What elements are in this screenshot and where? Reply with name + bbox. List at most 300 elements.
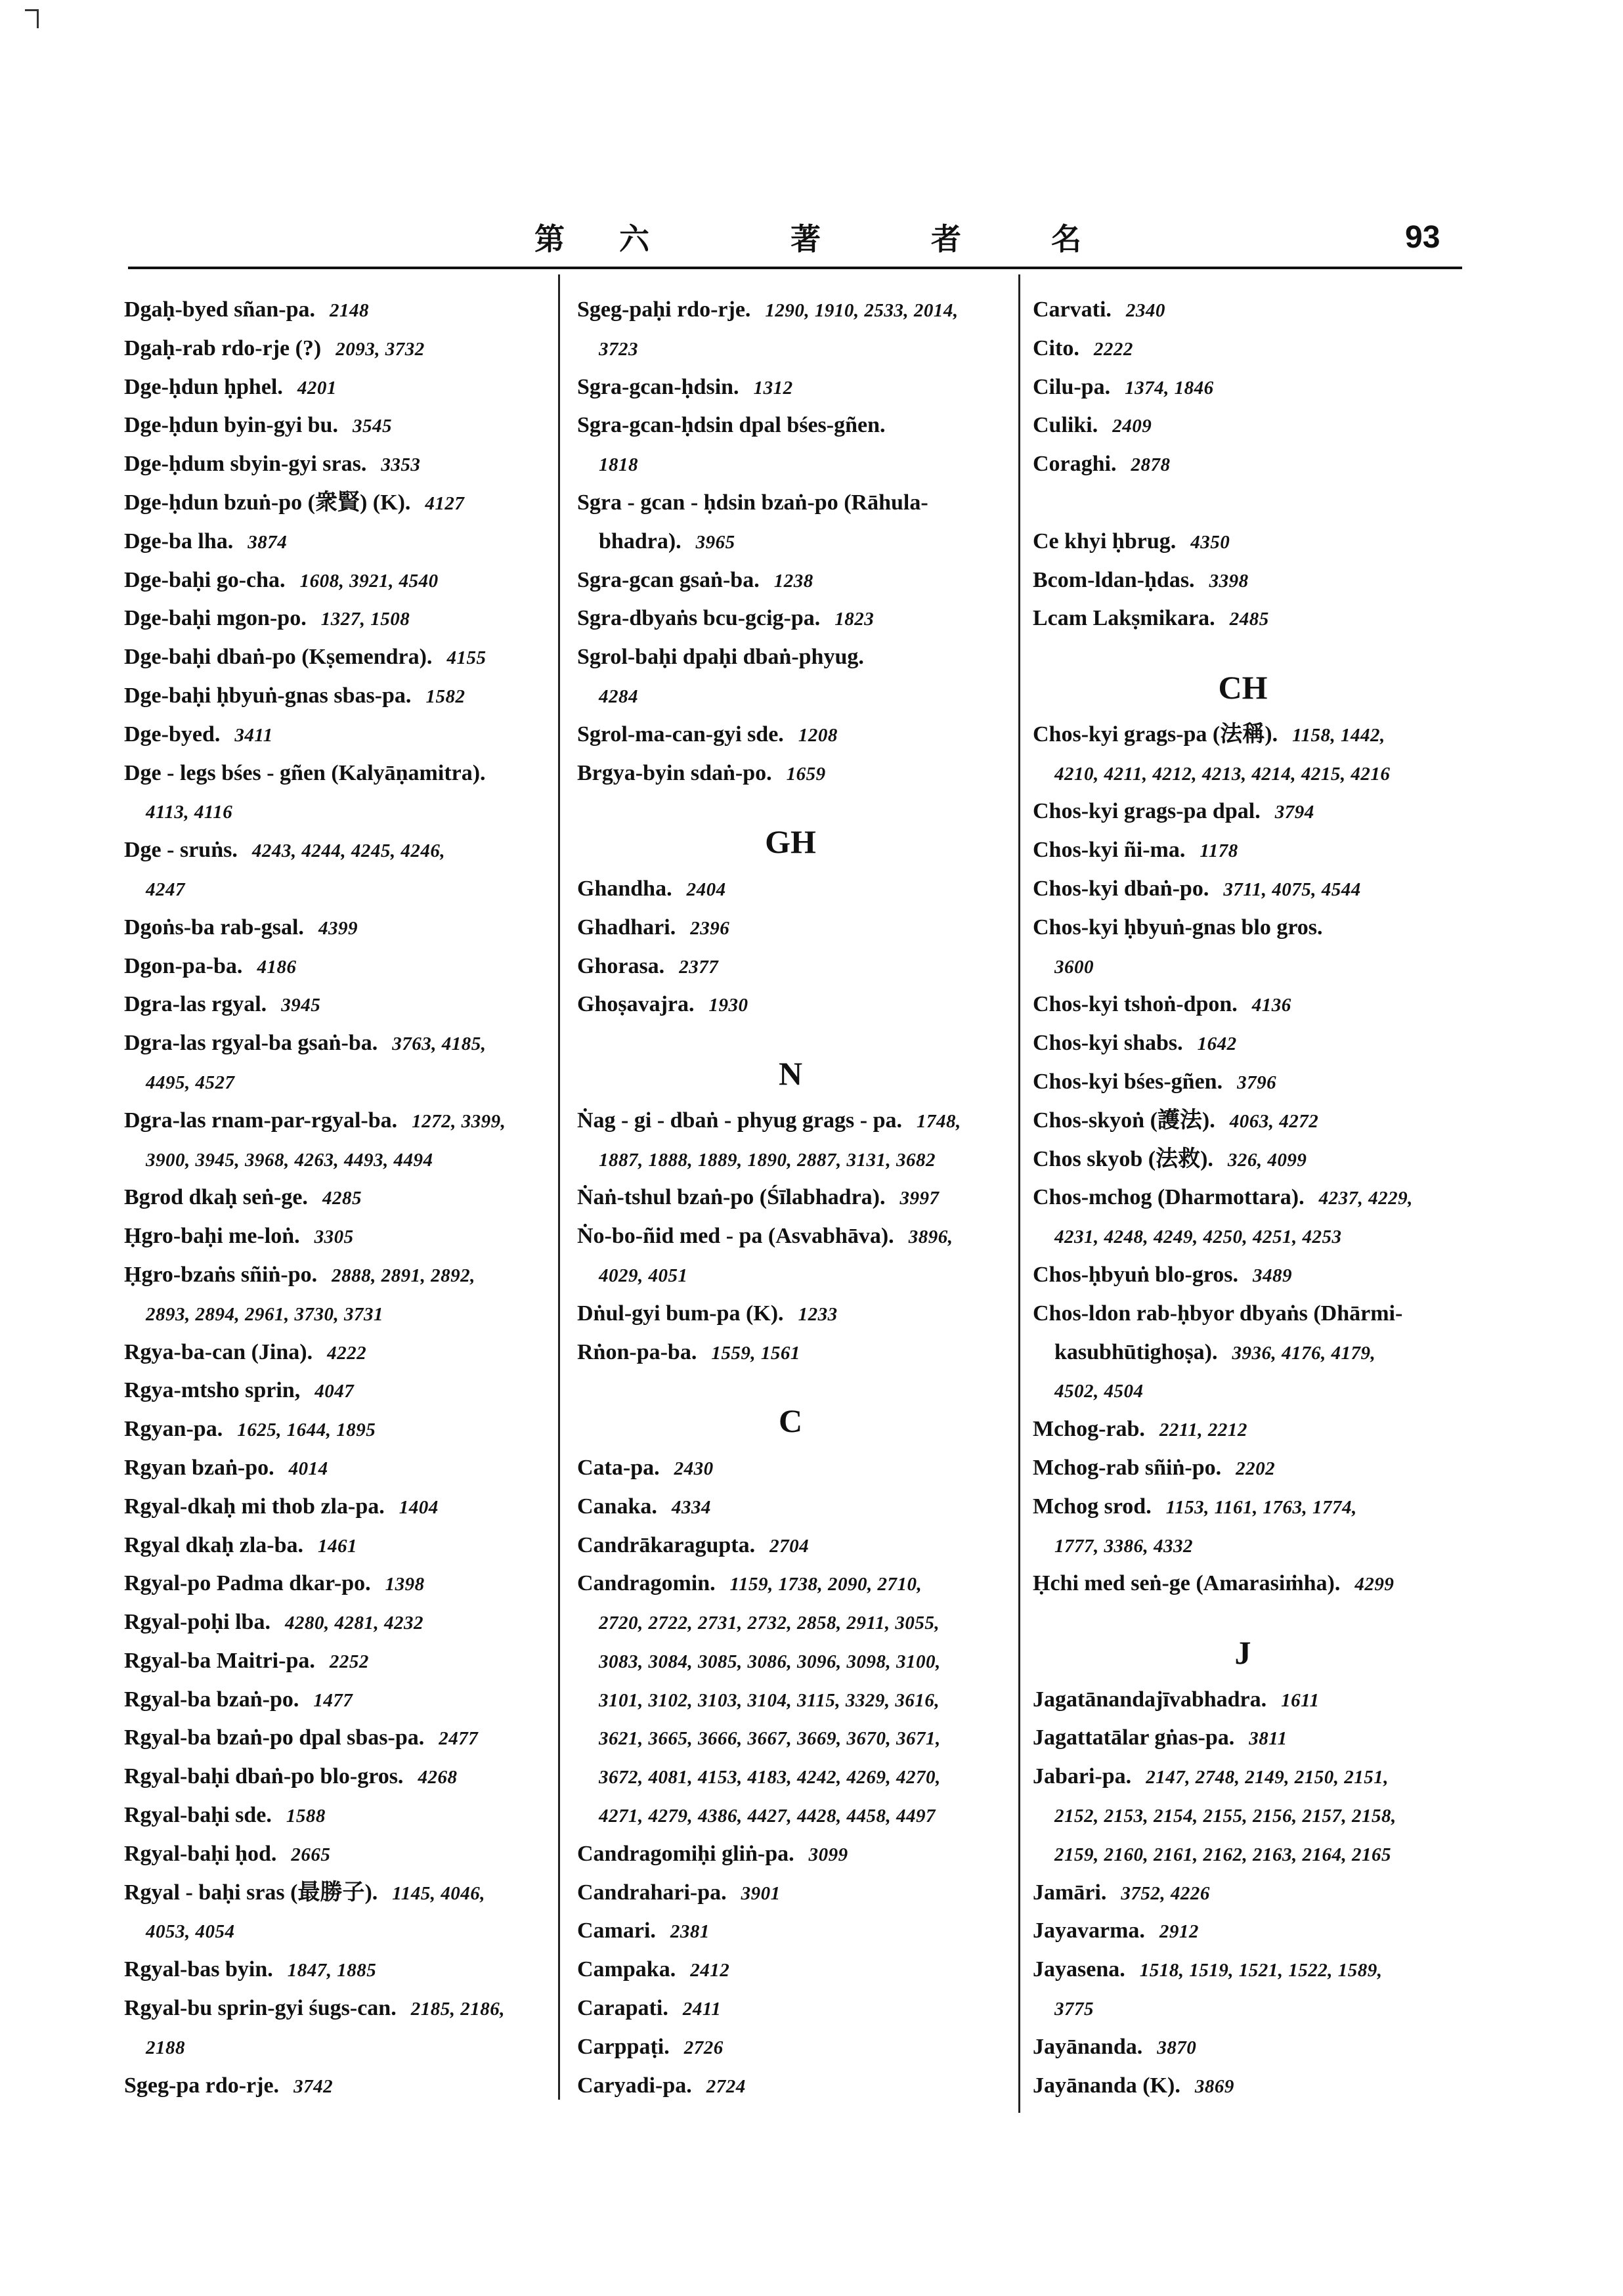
author-name: Rgyal-baḥi sde. <box>124 1803 272 1828</box>
reference-numbers: 3794 <box>1274 802 1314 823</box>
entry-line <box>124 1874 544 1913</box>
author-name: Chos-kyi grags-pa dpal. <box>1033 799 1261 824</box>
index-entry <box>1033 831 1453 870</box>
entry-line <box>1033 716 1453 754</box>
entry-line <box>1033 1681 1453 1720</box>
index-entry <box>124 1333 544 1372</box>
entry-line <box>124 1488 544 1527</box>
index-column-2 <box>577 291 1004 2105</box>
index-entry <box>577 638 1004 716</box>
author-name: Ṅo-bo-ñid med - pa (Asvabhāva). <box>577 1224 894 1249</box>
index-entry <box>577 1179 1004 1217</box>
index-entry <box>124 831 544 909</box>
reference-numbers: 1374, 1846 <box>1125 377 1214 399</box>
reference-numbers: 3398 <box>1209 570 1249 592</box>
index-entry <box>577 986 1004 1024</box>
reference-numbers: 1233 <box>798 1303 838 1325</box>
author-name: Jabari-pa. <box>1033 1764 1132 1789</box>
reference-numbers: 4284 <box>599 685 638 707</box>
entry-continuation <box>1033 1989 1453 2028</box>
entry-line <box>1033 1140 1453 1179</box>
index-entry <box>577 368 1004 407</box>
index-entry <box>577 1488 1004 1527</box>
entry-line <box>577 1527 1004 1565</box>
reference-numbers: 4186 <box>257 956 297 978</box>
entry-continuation <box>577 330 1004 368</box>
index-entry <box>124 561 544 600</box>
index-entry <box>124 1565 544 1603</box>
entry-line <box>124 523 544 561</box>
author-name: Ghorasa. <box>577 953 665 978</box>
author-name: Cata-pa. <box>577 1455 660 1480</box>
reference-numbers: 1847, 1885 <box>287 1960 377 1982</box>
reference-numbers: 4210, 4211, 4212, 4213, 4214, 4215, 4216 <box>1054 763 1391 785</box>
author-name: Rgyal-ba Maitri-pa. <box>124 1648 315 1673</box>
index-entry <box>124 330 544 368</box>
entry-line <box>124 1333 544 1372</box>
author-name: Caryadi-pa. <box>577 2073 692 2098</box>
entry-continuation <box>124 1912 544 1951</box>
reference-numbers: 3936, 4176, 4179, <box>1232 1342 1376 1364</box>
author-name: Sgrol-baḥi dpaḥi dbaṅ-phyug. <box>577 645 864 670</box>
entry-line <box>124 1256 544 1295</box>
index-entry <box>124 1951 544 1989</box>
entry-line <box>1033 1874 1453 1913</box>
entry-line <box>1033 831 1453 870</box>
entry-line <box>124 1410 544 1449</box>
reference-numbers: 1748, <box>916 1110 961 1132</box>
index-entry <box>124 445 544 484</box>
entry-continuation <box>577 1603 1004 1642</box>
author-name: Candrākaragupta. <box>577 1532 756 1557</box>
index-entry <box>1033 1758 1453 1873</box>
entry-line <box>1033 1565 1453 1603</box>
author-name: Dge-ba lha. <box>124 529 234 553</box>
entry-continuation <box>577 1642 1004 1681</box>
entry-line <box>577 406 1004 445</box>
index-entry <box>124 599 544 638</box>
reference-numbers: 3870 <box>1157 2037 1197 2058</box>
entry-line <box>577 2067 1004 2106</box>
reference-numbers: 2888, 2891, 2892, <box>332 1265 475 1286</box>
author-name: Sgrol-ma-can-gyi sde. <box>577 722 784 747</box>
reference-numbers: 1659 <box>786 763 826 785</box>
header-char: 名 <box>1051 221 1081 257</box>
index-entry <box>124 1719 544 1758</box>
reference-numbers: 1582 <box>425 685 465 707</box>
reference-numbers: 2377 <box>679 956 719 978</box>
index-entry <box>1033 599 1453 638</box>
index-entry <box>1033 1140 1453 1179</box>
author-name: Jayānanda (K). <box>1033 2073 1180 2098</box>
reference-numbers: 3775 <box>1054 1999 1094 2020</box>
index-entry <box>1033 445 1453 484</box>
entry-line <box>1033 368 1453 407</box>
entry-line <box>124 561 544 600</box>
index-entry <box>577 1912 1004 1951</box>
reference-numbers: 3896, <box>908 1226 953 1248</box>
entry-line <box>577 638 1004 677</box>
index-entry <box>577 561 1004 600</box>
reference-numbers: 3723 <box>599 338 638 360</box>
reference-numbers: 1404 <box>399 1496 439 1518</box>
reference-numbers: 3742 <box>293 2075 334 2097</box>
index-entry <box>124 909 544 947</box>
reference-numbers: 3305 <box>314 1226 354 1248</box>
reference-numbers: 1145, 4046, <box>392 1882 485 1904</box>
index-entry <box>124 1488 544 1527</box>
index-entry <box>124 1102 544 1179</box>
index-entry <box>124 291 544 330</box>
author-name: Sgra-dbyaṅs bcu-gcig-pa. <box>577 606 821 631</box>
author-name: Sgeg-pa rdo-rje. <box>124 2073 280 2098</box>
author-name: Dgra-las rnam-par-rgyal-ba. <box>124 1108 398 1133</box>
reference-numbers: 1625, 1644, 1895 <box>237 1419 376 1441</box>
index-entry <box>1033 1102 1453 1140</box>
entry-continuation <box>124 1295 544 1333</box>
index-entry <box>577 2067 1004 2106</box>
author-name: Rgyan bzaṅ-po. <box>124 1455 274 1480</box>
index-entry <box>1033 368 1453 407</box>
reference-numbers: 2412 <box>690 1960 730 1982</box>
index-entry <box>1033 1295 1453 1410</box>
author-name: Rgyal-ba bzaṅ-po dpal sbas-pa. <box>124 1725 425 1750</box>
entry-continuation <box>577 1140 1004 1179</box>
reference-numbers: 2188 <box>146 2037 185 2058</box>
author-name: Brgya-byin sdaṅ-po. <box>577 760 772 785</box>
reference-numbers: 1887, 1888, 1889, 1890, 2887, 3131, 3682 <box>599 1149 936 1171</box>
reference-numbers: 3945 <box>281 995 321 1016</box>
reference-numbers: 2148 <box>329 300 369 321</box>
author-name: Canaka. <box>577 1494 657 1519</box>
author-name: Ṅaṅ-tshul bzaṅ-po (Śīlabhadra). <box>577 1185 886 1210</box>
author-name: Camari. <box>577 1918 656 1943</box>
index-entry <box>577 1989 1004 2028</box>
index-entry <box>577 1565 1004 1835</box>
reference-numbers: 3099 <box>808 1844 848 1865</box>
reference-numbers: 1611 <box>1281 1689 1320 1711</box>
reference-numbers: 326, 4099 <box>1227 1149 1307 1171</box>
author-name: Chos-kyi tshoṅ-dpon. <box>1033 992 1238 1017</box>
reference-numbers: 4334 <box>671 1496 711 1518</box>
entry-line <box>577 1565 1004 1603</box>
reference-numbers: 3083, 3084, 3085, 3086, 3096, 3098, 3100, <box>599 1651 941 1672</box>
reference-numbers: 1823 <box>834 609 875 630</box>
reference-numbers: 1159, 1738, 2090, 2710, <box>729 1574 922 1595</box>
entry-line <box>124 909 544 947</box>
author-name: Dge-baḥi go-cha. <box>124 567 286 592</box>
reference-numbers: 2485 <box>1229 609 1269 630</box>
reference-numbers: 4285 <box>322 1188 362 1209</box>
reference-numbers: 3711, 4075, 4544 <box>1223 878 1361 900</box>
reference-numbers: 1272, 3399, <box>412 1110 506 1132</box>
author-name: Mchog-rab. <box>1033 1417 1145 1442</box>
entry-line <box>124 2067 544 2106</box>
author-name: Ḥchi med seṅ-ge (Amarasiṁha). <box>1033 1571 1341 1596</box>
entry-line <box>1033 330 1453 368</box>
author-name: Sgra-gcan gsaṅ-ba. <box>577 567 760 592</box>
author-name: Cilu-pa. <box>1033 374 1111 399</box>
author-name: Chos-kyi dbaṅ-po. <box>1033 876 1209 901</box>
entry-continuation <box>1033 1333 1453 1372</box>
author-name: Dgra-las rgyal-ba gsaṅ-ba. <box>124 1031 378 1056</box>
entry-continuation <box>1033 1372 1453 1410</box>
entry-line <box>577 870 1004 909</box>
reference-numbers: 3997 <box>899 1188 940 1209</box>
author-name: Dṅul-gyi bum-pa (K). <box>577 1301 784 1326</box>
reference-numbers: 1518, 1519, 1521, 1522, 1589, <box>1139 1960 1383 1982</box>
entry-line <box>1033 986 1453 1024</box>
reference-numbers: 2093, 3732 <box>335 338 425 360</box>
entry-continuation <box>124 2028 544 2067</box>
entry-continuation <box>1033 1527 1453 1565</box>
entry-continuation <box>577 1719 1004 1758</box>
author-name: Rgyal-poḥi lba. <box>124 1610 270 1635</box>
index-entry <box>577 1449 1004 1488</box>
entry-line <box>124 1024 544 1063</box>
entry-line <box>1033 1912 1453 1951</box>
entry-line <box>577 909 1004 947</box>
author-name: Dgon-pa-ba. <box>124 953 243 978</box>
section-heading: N <box>778 1055 803 1093</box>
reference-numbers: 4502, 4504 <box>1054 1381 1144 1402</box>
author-name: Rgyal - baḥi sras (最勝子). <box>124 1880 378 1905</box>
entry-line <box>124 406 544 445</box>
author-name: Candrahari-pa. <box>577 1880 727 1905</box>
reference-numbers: 1178 <box>1200 840 1238 862</box>
index-entry <box>577 1295 1004 1333</box>
reference-numbers: 3411 <box>234 724 273 746</box>
index-entry <box>577 1527 1004 1565</box>
index-entry <box>124 1527 544 1565</box>
author-name: Jamāri. <box>1033 1880 1107 1905</box>
entry-line <box>1033 2067 1453 2106</box>
author-name: Rgya-ba-can (Jina). <box>124 1339 313 1364</box>
author-name: Bcom-ldan-ḥdas. <box>1033 567 1195 592</box>
entry-line <box>124 368 544 407</box>
index-entry <box>1033 291 1453 330</box>
author-name: Chos-ldon rab-ḥbyor dbyaṅs (Dhārmi- <box>1033 1301 1403 1326</box>
author-name: Dge-byed. <box>124 722 221 747</box>
entry-line <box>124 291 544 330</box>
index-entry <box>124 1874 544 1951</box>
author-name: Bgrod dkaḥ seṅ-ge. <box>124 1185 308 1210</box>
author-name: Chos-kyi ḥbyuṅ-gnas blo gros. <box>1033 915 1323 940</box>
reference-numbers: 4237, 4229, <box>1318 1188 1413 1209</box>
author-name-continued: bhadra). <box>599 529 682 553</box>
entry-line <box>1033 909 1453 947</box>
entry-line <box>577 1951 1004 1989</box>
index-entry <box>577 1951 1004 1989</box>
reference-numbers: 1477 <box>313 1689 353 1711</box>
reference-numbers: 1153, 1161, 1763, 1774, <box>1165 1496 1357 1518</box>
index-entry <box>1033 1063 1453 1102</box>
index-entry <box>577 484 1004 561</box>
reference-numbers: 2409 <box>1112 416 1152 437</box>
author-name: Rṅon-pa-ba. <box>577 1339 697 1364</box>
author-name: Lcam Lakṣmikara. <box>1033 606 1215 631</box>
entry-line <box>1033 2028 1453 2067</box>
index-entry <box>124 1989 544 2067</box>
entry-line <box>124 1217 544 1256</box>
author-name: Rgyal dkaḥ zla-ba. <box>124 1532 303 1557</box>
section-heading: J <box>1234 1634 1251 1672</box>
reference-numbers: 1818 <box>599 454 638 476</box>
index-entry <box>1033 2028 1453 2067</box>
author-name: Rgya-mtsho sprin, <box>124 1378 301 1403</box>
reference-numbers: 2724 <box>706 2075 746 2097</box>
author-name: Ḥgro-bzaṅs sñiṅ-po. <box>124 1262 318 1287</box>
index-entry <box>124 677 544 716</box>
index-entry <box>1033 909 1453 986</box>
index-entry <box>124 1796 544 1835</box>
reference-numbers: 2411 <box>682 1999 722 2020</box>
author-name: Chos-skyoṅ (護法). <box>1033 1108 1215 1133</box>
reference-numbers: 4063, 4272 <box>1229 1110 1319 1132</box>
index-entry <box>124 1179 544 1217</box>
header-rule <box>128 267 1462 269</box>
author-name: Sgra-gcan-ḥdsin. <box>577 374 739 399</box>
author-name: Carapati. <box>577 1996 668 2021</box>
entry-line <box>124 599 544 638</box>
entry-line <box>577 2028 1004 2067</box>
index-entry <box>1033 716 1453 793</box>
reference-numbers: 2381 <box>670 1921 710 1943</box>
author-name-continued: kasubhūtighoṣa). <box>1054 1339 1218 1364</box>
index-entry <box>124 1681 544 1720</box>
author-name: Mchog-rab sñiṅ-po. <box>1033 1455 1222 1480</box>
index-entry <box>1033 1024 1453 1063</box>
author-name: Mchog srod. <box>1033 1494 1152 1519</box>
entry-line <box>577 1989 1004 2028</box>
index-entry <box>124 1217 544 1256</box>
entry-line <box>1033 1295 1453 1333</box>
author-name: Dge - sruṅs. <box>124 838 238 863</box>
index-entry <box>124 638 544 677</box>
reference-numbers: 4247 <box>146 878 185 900</box>
reference-numbers: 3869 <box>1194 2075 1234 2097</box>
index-entry <box>124 1372 544 1410</box>
reference-numbers: 3600 <box>1054 956 1094 978</box>
reference-numbers: 3811 <box>1249 1728 1288 1750</box>
index-entry <box>124 754 544 832</box>
entry-continuation <box>1033 1217 1453 1256</box>
entry-line <box>124 1372 544 1410</box>
author-name: Jayavarma. <box>1033 1918 1145 1943</box>
entry-continuation <box>577 445 1004 484</box>
reference-numbers: 1312 <box>753 377 793 399</box>
entry-continuation <box>577 1256 1004 1295</box>
index-entry <box>124 1603 544 1642</box>
reference-numbers: 2726 <box>683 2037 724 2058</box>
reference-numbers: 4136 <box>1251 995 1291 1016</box>
reference-numbers: 2704 <box>769 1535 810 1557</box>
index-entry <box>1033 561 1453 600</box>
index-entry <box>124 986 544 1024</box>
index-entry <box>1033 406 1453 445</box>
entry-line <box>577 599 1004 638</box>
entry-continuation <box>577 523 1004 561</box>
reference-numbers: 4014 <box>288 1458 328 1479</box>
author-name: Dge-ḥdun ḥphel. <box>124 374 283 399</box>
blank-line <box>1033 484 1453 523</box>
entry-line <box>577 754 1004 793</box>
entry-line <box>577 561 1004 600</box>
reference-numbers: 4399 <box>318 917 358 939</box>
reference-numbers: 2222 <box>1093 338 1133 360</box>
index-entry <box>124 368 544 407</box>
reference-numbers: 4029, 4051 <box>599 1265 688 1286</box>
section-heading: GH <box>765 823 816 861</box>
reference-numbers: 3489 <box>1253 1265 1293 1286</box>
index-entry <box>1033 1951 1453 2028</box>
reference-numbers: 1642 <box>1197 1033 1237 1055</box>
reference-numbers: 2720, 2722, 2731, 2732, 2858, 2911, 3055, <box>599 1613 940 1634</box>
entry-continuation <box>124 792 544 831</box>
entry-continuation <box>577 1758 1004 1796</box>
author-name: Rgyal-ba bzaṅ-po. <box>124 1687 299 1712</box>
index-entry <box>1033 330 1453 368</box>
index-entry <box>577 1333 1004 1372</box>
entry-line <box>124 1565 544 1603</box>
entry-line <box>577 1488 1004 1527</box>
entry-line <box>124 1681 544 1720</box>
reference-numbers: 4047 <box>314 1381 355 1402</box>
reference-numbers: 4299 <box>1354 1574 1395 1595</box>
entry-line <box>124 1835 544 1874</box>
header-char: 第 <box>534 221 565 257</box>
column-divider <box>1018 274 1020 2113</box>
reference-numbers: 3901 <box>741 1882 781 1904</box>
reference-numbers: 2340 <box>1125 300 1165 321</box>
entry-line <box>577 947 1004 986</box>
author-name: Rgyan-pa. <box>124 1417 223 1442</box>
author-name: Dge - legs bśes - gñen (Kalyāṇamitra). <box>124 760 486 785</box>
author-name: Chos-mchog (Dharmottara). <box>1033 1185 1305 1210</box>
index-entry <box>577 1102 1004 1179</box>
section-heading: CH <box>1218 669 1268 706</box>
entry-line <box>124 484 544 523</box>
entry-line <box>124 1796 544 1835</box>
reference-numbers: 3672, 4081, 4153, 4183, 4242, 4269, 4270, <box>599 1767 941 1788</box>
index-entry <box>124 947 544 986</box>
index-entry <box>577 716 1004 754</box>
reference-numbers: 3545 <box>352 416 392 437</box>
entry-line <box>577 1295 1004 1333</box>
index-entry <box>124 1758 544 1796</box>
index-entry <box>1033 870 1453 909</box>
reference-numbers: 4350 <box>1190 531 1230 553</box>
index-entry <box>124 1256 544 1333</box>
author-name: Chos skyob (法救). <box>1033 1146 1213 1171</box>
reference-numbers: 4155 <box>446 647 487 669</box>
author-name: Carppaṭi. <box>577 2034 670 2059</box>
entry-line <box>1033 445 1453 484</box>
reference-numbers: 2665 <box>291 1844 331 1865</box>
author-name: Dge-baḥi mgon-po. <box>124 606 307 631</box>
reference-numbers: 4243, 4244, 4245, 4246, <box>251 840 446 862</box>
entry-line <box>1033 792 1453 831</box>
entry-line <box>1033 1449 1453 1488</box>
entry-line <box>577 1102 1004 1140</box>
reference-numbers: 4053, 4054 <box>146 1921 235 1943</box>
entry-line <box>124 1719 544 1758</box>
entry-line <box>577 986 1004 1024</box>
author-name: Jagatānandajīvabhadra. <box>1033 1687 1267 1712</box>
author-name: Rgyal-baḥi ḥod. <box>124 1841 277 1866</box>
entry-line <box>124 445 544 484</box>
author-name: Chos-kyi grags-pa (法稱). <box>1033 722 1278 747</box>
